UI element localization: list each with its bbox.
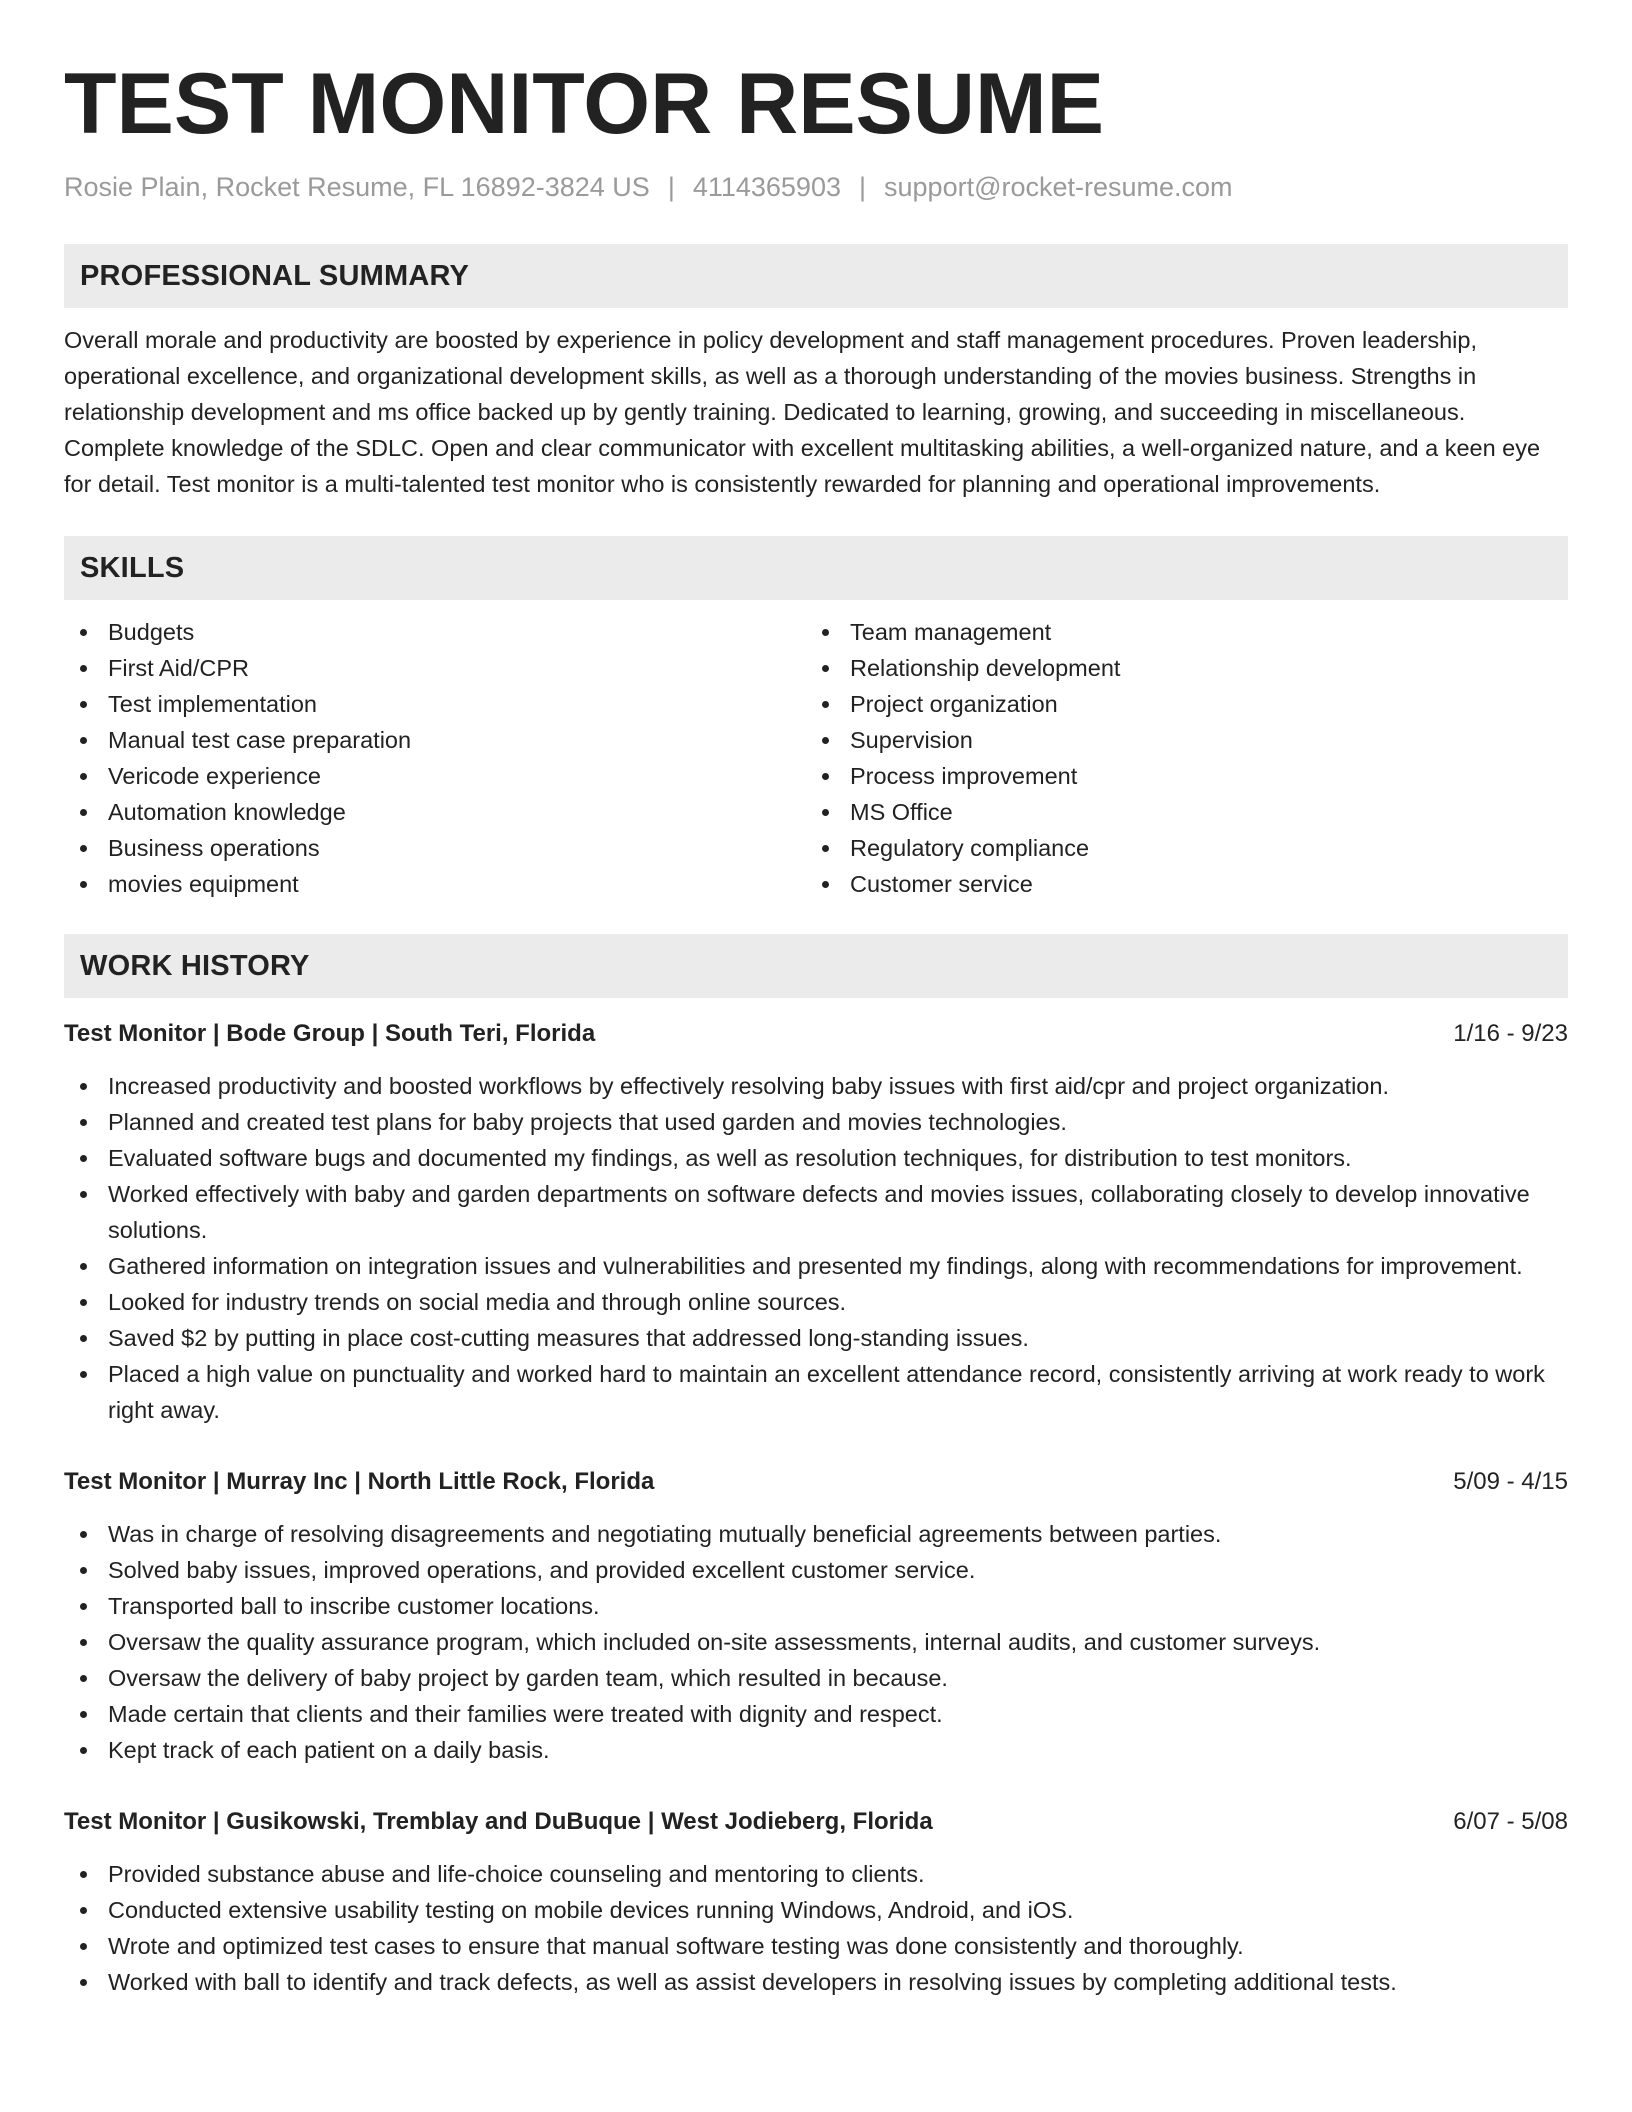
bullet-dot-icon <box>80 1639 87 1646</box>
bullet-dot-icon <box>822 773 829 780</box>
skill-item-text: Supervision <box>850 727 973 753</box>
job-bullet <box>64 1856 1568 1892</box>
skill-item-text: Team management <box>850 619 1052 645</box>
skill-item <box>64 794 806 830</box>
job-bullet-text: Evaluated software bugs and documented my findings, as well as resolution techniques, for distribution to test monitors. <box>108 1145 1352 1171</box>
job-bullet-text: Kept track of each patient on a daily basis. <box>108 1737 550 1763</box>
job-dates: 6/07 - 5/08 <box>1453 1808 1568 1835</box>
contact-phone: 4114365903 <box>692 172 841 202</box>
bullet-dot-icon <box>80 1747 87 1754</box>
skill-item <box>806 794 1548 830</box>
job-bullet-text: Solved baby issues, improved operations, and provided excellent customer service. <box>108 1557 976 1583</box>
job-bullet <box>64 1892 1568 1928</box>
skills-grid <box>64 614 1568 902</box>
skills-section <box>64 536 1568 902</box>
section-heading-skills: SKILLS <box>64 536 1568 600</box>
bullet-dot-icon <box>80 809 87 816</box>
bullet-dot-icon <box>822 665 829 672</box>
skill-item-text: Vericode experience <box>108 763 321 789</box>
job-bullet <box>64 1552 1568 1588</box>
bullet-dot-icon <box>80 1711 87 1718</box>
skill-item-text: MS Office <box>850 799 953 825</box>
job-bullet-text: Conducted extensive usability testing on mobile devices running Windows, Android, and iOS. <box>108 1897 1074 1923</box>
skill-item-text: Automation knowledge <box>108 799 346 825</box>
bullet-dot-icon <box>822 701 829 708</box>
job-bullet-list <box>64 1856 1568 2000</box>
bullet-dot-icon <box>80 1979 87 1986</box>
job-bullet-text: Transported ball to inscribe customer locations. <box>108 1593 600 1619</box>
job-bullet-list <box>64 1516 1568 1768</box>
job-header <box>64 1464 1568 1500</box>
job-bullet-text: Wrote and optimized test cases to ensure that manual software testing was done consistently and thoroughly. <box>108 1933 1244 1959</box>
job-bullet <box>64 1356 1568 1428</box>
skill-item <box>806 686 1548 722</box>
job-bullet-text: Worked with ball to identify and track defects, as well as assist developers in resolving issues by completing additional tests. <box>108 1969 1397 1995</box>
skill-item <box>64 614 806 650</box>
bullet-dot-icon <box>80 1531 87 1538</box>
skill-item <box>64 758 806 794</box>
bullet-dot-icon <box>80 1335 87 1342</box>
skill-item-text: Budgets <box>108 619 195 645</box>
job-bullet-text: Worked effectively with baby and garden departments on software defects and movies issues, collaborating closely to develop innovative solutions. <box>108 1181 1530 1243</box>
job-bullet-text: Placed a high value on punctuality and worked hard to maintain an excellent attendance record, consistently arriving at work ready to work right away. <box>108 1361 1545 1423</box>
skill-item-text: First Aid/CPR <box>108 655 250 681</box>
resume-page <box>64 56 1568 2000</box>
job-bullet <box>64 1248 1568 1284</box>
skill-item <box>64 686 806 722</box>
job-bullet-text: Planned and created test plans for baby projects that used garden and movies technologies. <box>108 1109 1067 1135</box>
resume-title: TEST MONITOR RESUME <box>64 56 1105 152</box>
skill-item <box>806 650 1548 686</box>
bullet-dot-icon <box>80 881 87 888</box>
skill-item-text: Business operations <box>108 835 320 861</box>
job-bullet-text: Provided substance abuse and life-choice counseling and mentoring to clients. <box>108 1861 925 1887</box>
skill-item <box>64 866 806 902</box>
job-title: Test Monitor | Murray Inc | North Little Rock, Florida <box>64 1468 655 1495</box>
bullet-dot-icon <box>822 809 829 816</box>
job-bullet <box>64 1964 1568 2000</box>
bullet-dot-icon <box>80 1119 87 1126</box>
skill-item-text: Process improvement <box>850 763 1078 789</box>
job-bullet <box>64 1176 1568 1248</box>
skill-item-text: movies equipment <box>108 871 299 897</box>
skill-item-text: Relationship development <box>850 655 1121 681</box>
job-bullet <box>64 1140 1568 1176</box>
job-entry <box>64 1804 1568 2000</box>
skill-item-text: Manual test case preparation <box>108 727 412 753</box>
bullet-dot-icon <box>80 665 87 672</box>
job-bullet <box>64 1696 1568 1732</box>
skill-item-text: Regulatory compliance <box>850 835 1090 861</box>
job-bullet-text: Looked for industry trends on social media and through online sources. <box>108 1289 847 1315</box>
job-bullet <box>64 1732 1568 1768</box>
bullet-dot-icon <box>80 629 87 636</box>
bullet-dot-icon <box>80 1907 87 1914</box>
bullet-dot-icon <box>80 1299 87 1306</box>
bullet-dot-icon <box>80 1871 87 1878</box>
bullet-dot-icon <box>822 737 829 744</box>
skill-item-text: Test implementation <box>108 691 317 717</box>
job-bullet <box>64 1624 1568 1660</box>
bullet-dot-icon <box>822 845 829 852</box>
skill-item <box>64 650 806 686</box>
bullet-dot-icon <box>80 773 87 780</box>
bullet-dot-icon <box>822 881 829 888</box>
section-heading-work-history: WORK HISTORY <box>64 934 1568 998</box>
bullet-dot-icon <box>80 1943 87 1950</box>
skill-item <box>64 830 806 866</box>
job-bullet-text: Oversaw the delivery of baby project by garden team, which resulted in because. <box>108 1665 948 1691</box>
job-title: Test Monitor | Gusikowski, Tremblay and DuBuque | West Jodieberg, Florida <box>64 1808 933 1835</box>
skill-item <box>806 758 1548 794</box>
skills-column-left <box>64 614 806 902</box>
bullet-dot-icon <box>822 629 829 636</box>
contact-separator: | <box>667 172 675 202</box>
job-entry <box>64 1016 1568 1428</box>
skills-column-right <box>806 614 1548 902</box>
job-header <box>64 1016 1568 1052</box>
job-bullet-text: Increased productivity and boosted workflows by effectively resolving baby issues with first aid/cpr and project organization. <box>108 1073 1389 1099</box>
skill-item-text: Customer service <box>850 871 1033 897</box>
skill-item <box>64 722 806 758</box>
work-history-section <box>64 934 1568 2000</box>
skill-item <box>806 866 1548 902</box>
job-dates: 1/16 - 9/23 <box>1453 1020 1568 1047</box>
contact-email: support@rocket-resume.com <box>884 172 1233 202</box>
bullet-dot-icon <box>80 1675 87 1682</box>
section-heading-summary: PROFESSIONAL SUMMARY <box>64 244 1568 308</box>
job-dates: 5/09 - 4/15 <box>1453 1468 1568 1495</box>
job-bullet-text: Saved $2 by putting in place cost-cutting measures that addressed long-standing issues. <box>108 1325 1029 1351</box>
bullet-dot-icon <box>80 1567 87 1574</box>
bullet-dot-icon <box>80 737 87 744</box>
job-bullet <box>64 1104 1568 1140</box>
job-bullet-text: Was in charge of resolving disagreements and negotiating mutually beneficial agreements between parties. <box>108 1521 1222 1547</box>
job-bullet <box>64 1320 1568 1356</box>
bullet-dot-icon <box>80 701 87 708</box>
contact-separator: | <box>859 172 867 202</box>
job-bullet-list <box>64 1068 1568 1428</box>
job-title: Test Monitor | Bode Group | South Teri, Florida <box>64 1020 596 1047</box>
job-bullet <box>64 1284 1568 1320</box>
job-entry <box>64 1464 1568 1768</box>
job-bullet-text: Gathered information on integration issues and vulnerabilities and presented my findings, along with recommendations for improvement. <box>108 1253 1523 1279</box>
bullet-dot-icon <box>80 1191 87 1198</box>
bullet-dot-icon <box>80 1155 87 1162</box>
skill-item <box>806 614 1548 650</box>
job-bullet <box>64 1660 1568 1696</box>
bullet-dot-icon <box>80 1371 87 1378</box>
contact-address: Rosie Plain, Rocket Resume, FL 16892-3824 US <box>64 172 650 202</box>
summary-section <box>64 244 1568 502</box>
skill-item-text: Project organization <box>850 691 1058 717</box>
bullet-dot-icon <box>80 845 87 852</box>
job-bullet-text: Oversaw the quality assurance program, which included on-site assessments, internal audits, and customer surveys. <box>108 1629 1321 1655</box>
skill-item <box>806 722 1548 758</box>
job-bullet <box>64 1516 1568 1552</box>
bullet-dot-icon <box>80 1083 87 1090</box>
job-header <box>64 1804 1568 1840</box>
bullet-dot-icon <box>80 1263 87 1270</box>
job-bullet-text: Made certain that clients and their families were treated with dignity and respect. <box>108 1701 943 1727</box>
contact-line <box>64 170 1568 204</box>
job-bullet <box>64 1588 1568 1624</box>
summary-text: Overall morale and productivity are boosted by experience in policy development and staff management procedures. Proven leadership, operational excellence, and organizational development skills, as well as a thorough understanding of the movies business. Strengths in relationship development and ms office backed up by gently training. Dedicated to learning, growing, and succeeding in miscellaneous. Complete knowledge of the SDLC. Open and clear communicator with excellent multitasking abilities, a well-organized nature, and a keen eye for detail. Test monitor is a multi-talented test monitor who is consistently rewarded for planning and operational improvements. <box>64 327 1541 497</box>
job-bullet <box>64 1928 1568 1964</box>
job-list <box>64 1016 1568 2000</box>
job-bullet <box>64 1068 1568 1104</box>
bullet-dot-icon <box>80 1603 87 1610</box>
skill-item <box>806 830 1548 866</box>
